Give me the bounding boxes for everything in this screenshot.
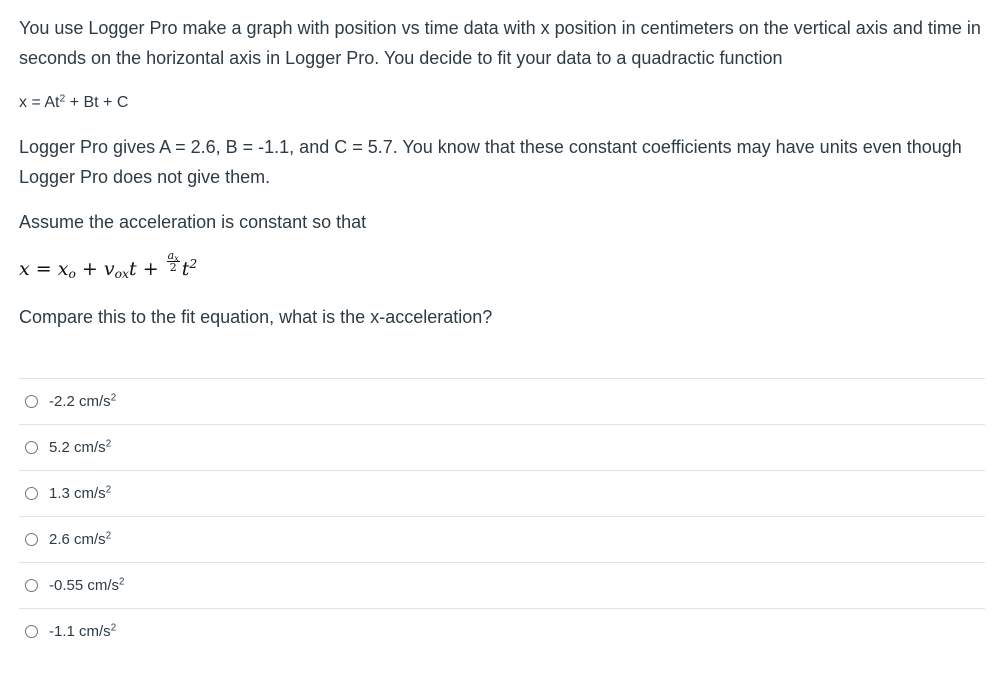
kinematic-equation [19, 250, 985, 284]
fit-eq-lhs: x = At [19, 94, 60, 111]
answer-option[interactable] [19, 424, 985, 470]
radio-button[interactable] [25, 395, 38, 408]
question-prompt: Compare this to the fit equation, what is the x-acceleration? [19, 307, 493, 327]
coefficients-text: Logger Pro gives A = 2.6, B = -1.1, and C = 5.7. You know that these constant coefficients may have units even though Logger Pro does not give them. [19, 137, 962, 187]
fit-equation [19, 88, 985, 118]
answer-label: -1.1 $cm/s^2$ [49, 622, 117, 640]
fit-eq-rhs: + Bt + C [65, 94, 129, 111]
fraction-numerator-sub: x [174, 254, 179, 263]
kin-eq-sub-o: o [68, 266, 76, 281]
kin-eq-part3: t + [129, 257, 165, 280]
kin-eq-sub-ox: ox [114, 266, 130, 281]
answer-option[interactable] [19, 562, 985, 608]
answer-label: 1.3 $cm/s^2$ [49, 484, 112, 502]
radio-button[interactable] [25, 441, 38, 454]
answer-label: -2.2 $cm/s^2$ [49, 392, 117, 410]
radio-button[interactable] [25, 487, 38, 500]
fraction-numerator: $a_x$ [167, 249, 179, 263]
radio-button[interactable] [25, 579, 38, 592]
fraction-denominator: 2 [169, 261, 177, 274]
answer-option[interactable] [19, 470, 985, 516]
answer-label: -0.55 $cm/s^2$ [49, 576, 125, 594]
fit-eq-exponent: 2 [59, 93, 66, 105]
answer-label: 5.2 $cm/s^2$ [49, 438, 112, 456]
kin-eq-part1: x = x [19, 257, 69, 280]
assumption-text: Assume the acceleration is constant so that [19, 212, 367, 232]
answer-label: 2.6 $cm/s^2$ [49, 530, 112, 548]
kin-eq-part4: t [181, 257, 190, 280]
kin-eq-exponent: 2 [189, 257, 198, 272]
answer-option[interactable] [19, 608, 985, 654]
answer-option[interactable] [19, 516, 985, 562]
answer-option[interactable] [19, 378, 985, 424]
kin-eq-part2: + v [75, 257, 115, 280]
radio-button[interactable] [25, 625, 38, 638]
answer-list [19, 378, 985, 654]
kin-eq-fraction [167, 250, 180, 273]
radio-button[interactable] [25, 533, 38, 546]
question-intro: You use Logger Pro make a graph with position vs time data with x position in centimeters on the vertical axis and time in seconds on the horizontal axis in Logger Pro. You decide to fit your data to a quadractic function [19, 18, 981, 68]
